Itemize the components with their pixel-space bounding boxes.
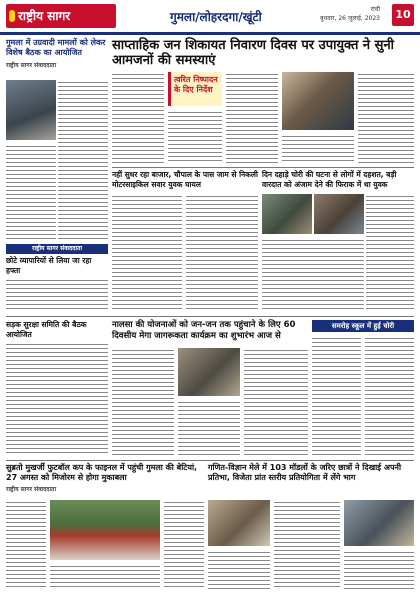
masthead <box>0 0 420 34</box>
banner-body-col5 <box>358 72 414 164</box>
banner-story <box>112 38 414 68</box>
divider <box>6 316 414 317</box>
banner-body-col4 <box>282 134 354 164</box>
right-mid-headline: समरोह स्कूल में हुई चोरी <box>331 322 395 330</box>
dateline <box>290 5 380 23</box>
banner-headline: साप्ताहिक जन शिकायत निवारण दिवस पर उपायुक्त ने सुनी आमजनों की समस्याएं <box>112 38 395 68</box>
football-body-3 <box>164 500 204 590</box>
science-photo-2 <box>344 500 414 546</box>
edition-title: गुमला/लोहरदगा/खूंटी <box>170 10 262 24</box>
football-byline: राष्ट्रीय सागर संवाददाता <box>6 486 57 493</box>
nalsa-headline: नालसा की योजनाओं को जन-जन तक पहुंचाने के लिए 60 दिवसीय मेगा जागरूकता कार्यक्रम का शुभारंभ आज से <box>112 320 296 341</box>
right-body-1 <box>366 194 414 312</box>
middle-headline: नहीं सुधर रहा बाजार, चौपाल के पास जाम से निकली मोटरसाइकिल सवार युवक घायल <box>112 170 258 189</box>
science-headline: गणित-विज्ञान मेले में 103 मॉडलों के जरिए छात्रों ने दिखाई अपनी प्रतिभा, विजेता प्रांत स्तरीय प्रतियोगिता में लेंगे भाग <box>208 463 402 482</box>
banner-body-col3 <box>226 72 278 164</box>
football-story <box>6 463 204 493</box>
science-body-1 <box>208 550 270 590</box>
left-top-photo <box>6 80 56 140</box>
science-body-2 <box>274 500 340 590</box>
left-top-body-2 <box>6 144 56 240</box>
nalsa-photo <box>178 348 240 396</box>
right-photo-1 <box>262 194 312 234</box>
science-photo-1 <box>208 500 270 546</box>
banner-body-col1 <box>112 72 164 164</box>
football-headline: सुब्रतो मुखर्जी फुटबॉल कप के फाइनल में पहुंची गुमला की बेटियां, 27 अगस्त को मिजोरम से होगा मुकाबला <box>6 463 198 482</box>
masthead-rule <box>0 32 420 35</box>
divider <box>112 167 414 168</box>
mid-story-body <box>6 342 108 456</box>
page-number: 10 <box>392 4 414 26</box>
science-body-3 <box>344 550 414 590</box>
mid-left-label-bar <box>6 244 108 254</box>
right-story <box>262 170 414 189</box>
left-top-body <box>58 80 108 240</box>
nalsa-body-1 <box>112 348 174 456</box>
mid-left-label: राष्ट्रीय सागर संवाददाता <box>31 245 82 252</box>
right-mid-body-1 <box>312 336 361 456</box>
middle-body-1 <box>112 194 182 312</box>
football-body-1 <box>6 500 46 590</box>
right-mid-bar <box>312 320 414 332</box>
nalsa-body-2 <box>178 400 240 456</box>
football-photo <box>50 500 160 560</box>
right-mid-body-2 <box>365 336 414 456</box>
left-top-byline: राष्ट्रीय सागर संवाददाता <box>6 62 57 69</box>
middle-body-2 <box>186 194 258 312</box>
left-top-headline: गुमला में उग्रवादी मामलों को लेकर विशेष बैठक का आयोजित <box>6 38 106 57</box>
pull-quote <box>168 72 222 106</box>
divider <box>6 460 414 461</box>
banner-body-col2 <box>168 110 222 164</box>
football-body-2 <box>50 564 160 590</box>
right-body-2 <box>262 238 364 312</box>
mid-left-story <box>6 256 108 275</box>
nalsa-body-3 <box>244 348 308 456</box>
mid-story-headline: सड़क सुरक्षा समिति की बैठक आयोजित <box>6 320 87 339</box>
dateline-city: रांची <box>370 6 380 13</box>
left-top-story <box>6 38 108 69</box>
mid-left-body <box>6 278 108 312</box>
newspaper-brand: राष्ट्रीय सागर <box>6 4 116 28</box>
nalsa-story <box>112 320 308 341</box>
right-headline: दिन दहाड़े चोरी की घटना से लोगों में दहशत, बड़ी वारदात को अंजाम देने की फिराक में था युवक <box>262 170 397 189</box>
dateline-date: बुधवार, 26 जुलाई, 2023 <box>320 15 380 22</box>
banner-photo <box>282 72 354 130</box>
right-photo-2 <box>314 194 364 234</box>
middle-story <box>112 170 258 189</box>
mid-story <box>6 320 108 339</box>
pull-quote-text: त्वरित निष्पादन के दिए निर्देश <box>174 75 218 94</box>
mid-left-headline: छोटे व्यापारियों से लिया जा रहा हफ्ता <box>6 256 92 275</box>
science-story <box>208 463 414 483</box>
